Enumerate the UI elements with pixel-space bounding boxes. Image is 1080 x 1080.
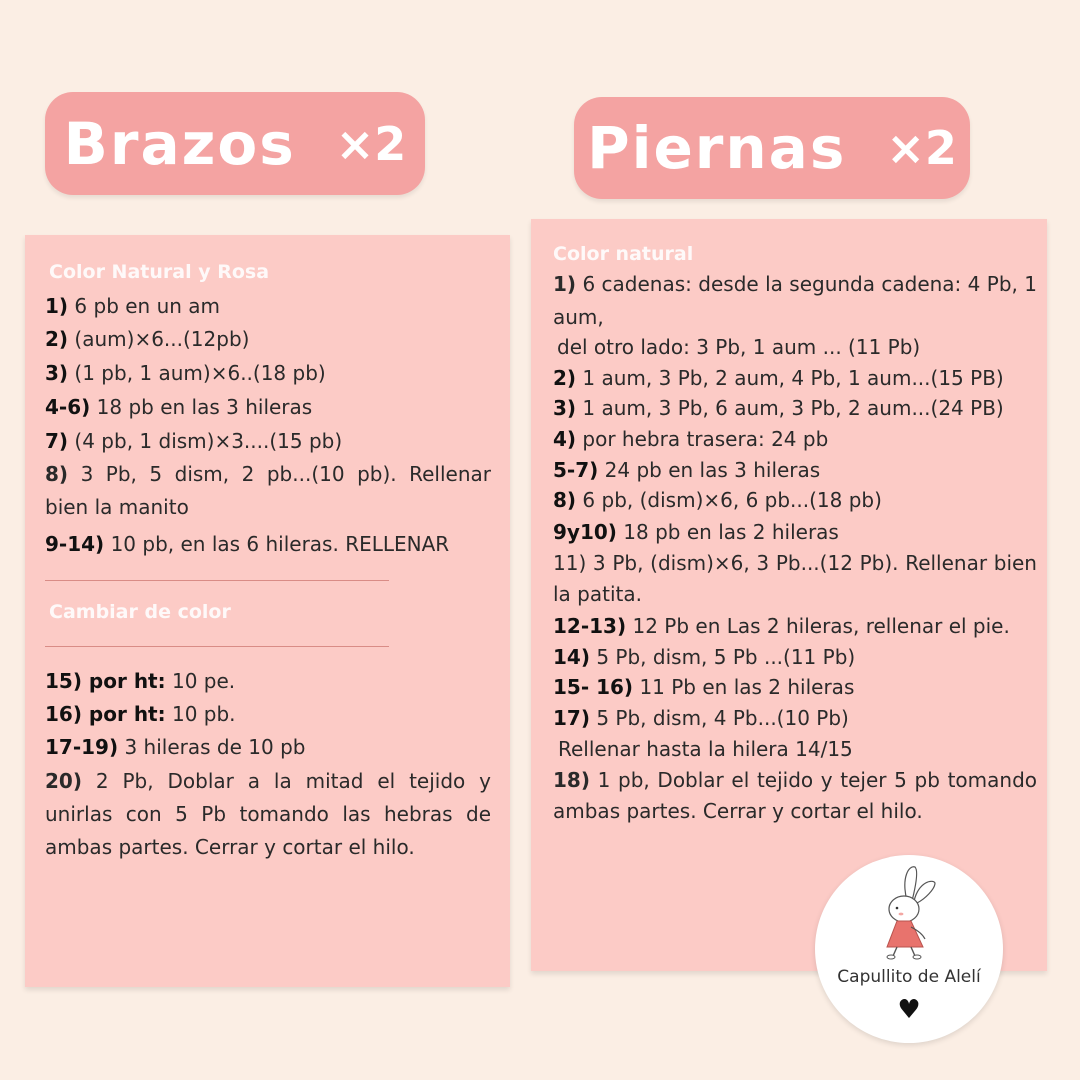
brazos-section-header-2: Cambiar de color bbox=[49, 601, 231, 623]
piernas-row-3: 3) 1 aum, 3 Pb, 6 aum, 3 Pb, 2 aum...(24 PB) bbox=[553, 396, 1004, 420]
brazos-section-header-1: Color Natural y Rosa bbox=[49, 261, 270, 283]
brazos-row-8: 15) por ht: 10 pe. bbox=[45, 669, 236, 693]
brazos-row-3: 3) (1 pb, 1 aum)×6..(18 pb) bbox=[45, 361, 326, 385]
brazos-row-5: 7) (4 pb, 1 dism)×3....(15 pb) bbox=[45, 429, 343, 453]
brazos-row-11: 20) 2 Pb, Doblar a la mitad el tejido y unirlas con 5 Pb tomando las hebras de ambas partes. Cerrar y cortar el hilo. bbox=[45, 769, 491, 859]
brand-name: Capullito de Alelí bbox=[837, 967, 981, 987]
piernas-row-8: 11) 3 Pb, (dism)×6, 3 Pb...(12 Pb). Rellenar bien la patita. bbox=[553, 551, 1037, 606]
brazos-divider-bottom bbox=[45, 646, 389, 647]
brazos-row-4: 4-6) 18 pb en las 3 hileras bbox=[45, 395, 313, 419]
heart-icon: ♥ bbox=[897, 995, 921, 1025]
piernas-row-10: 14) 5 Pb, dism, 5 Pb ...(11 Pb) bbox=[553, 645, 856, 669]
piernas-row-12: 17) 5 Pb, dism, 4 Pb...(10 Pb) bbox=[553, 706, 849, 730]
piernas-multiplier: ×2 bbox=[886, 121, 957, 175]
brazos-row-9: 16) por ht: 10 pb. bbox=[45, 702, 236, 726]
brazos-title: Brazos bbox=[63, 109, 296, 178]
piernas-row-12-cont: Rellenar hasta la hilera 14/15 bbox=[558, 737, 853, 761]
brazos-panel bbox=[25, 235, 510, 987]
brazos-divider-top bbox=[45, 580, 389, 581]
brazos-multiplier: ×2 bbox=[335, 116, 407, 171]
piernas-title: Piernas bbox=[587, 114, 847, 182]
piernas-row-1: 1) 6 cadenas: desde la segunda cadena: 4 Pb, 1 aum, bbox=[553, 272, 1037, 329]
piernas-row-1-cont: del otro lado: 3 Pb, 1 aum ... (11 Pb) bbox=[557, 335, 921, 359]
piernas-section-header: Color natural bbox=[553, 243, 694, 265]
piernas-row-5: 5-7) 24 pb en las 3 hileras bbox=[553, 458, 821, 482]
piernas-row-13: 18) 1 pb, Doblar el tejido y tejer 5 pb tomando ambas partes. Cerrar y cortar el hilo. bbox=[553, 768, 1037, 823]
brazos-row-7: 9-14) 10 pb, en las 6 hileras. RELLENAR bbox=[45, 532, 450, 556]
piernas-row-7: 9y10) 18 pb en las 2 hileras bbox=[553, 520, 839, 544]
bunny-illustration-icon bbox=[815, 855, 1003, 965]
brand-logo bbox=[815, 855, 1003, 1043]
brazos-row-6: 8) 3 Pb, 5 dism, 2 pb...(10 pb). Rellenar bien la manito bbox=[45, 462, 491, 519]
piernas-row-6: 8) 6 pb, (dism)×6, 6 pb...(18 pb) bbox=[553, 488, 882, 512]
piernas-row-2: 2) 1 aum, 3 Pb, 2 aum, 4 Pb, 1 aum...(15 PB) bbox=[553, 366, 1004, 390]
brazos-row-1: 1) 6 pb en un am bbox=[45, 294, 221, 318]
piernas-row-4: 4) por hebra trasera: 24 pb bbox=[553, 427, 829, 451]
brazos-row-10: 17-19) 3 hileras de 10 pb bbox=[45, 735, 306, 759]
piernas-title-pill bbox=[574, 97, 970, 199]
brazos-row-2: 2) (aum)×6...(12pb) bbox=[45, 327, 250, 351]
brazos-title-pill bbox=[45, 92, 425, 195]
piernas-row-11: 15- 16) 11 Pb en las 2 hileras bbox=[553, 675, 855, 699]
piernas-row-9: 12-13) 12 Pb en Las 2 hileras, rellenar el pie. bbox=[553, 614, 1010, 638]
